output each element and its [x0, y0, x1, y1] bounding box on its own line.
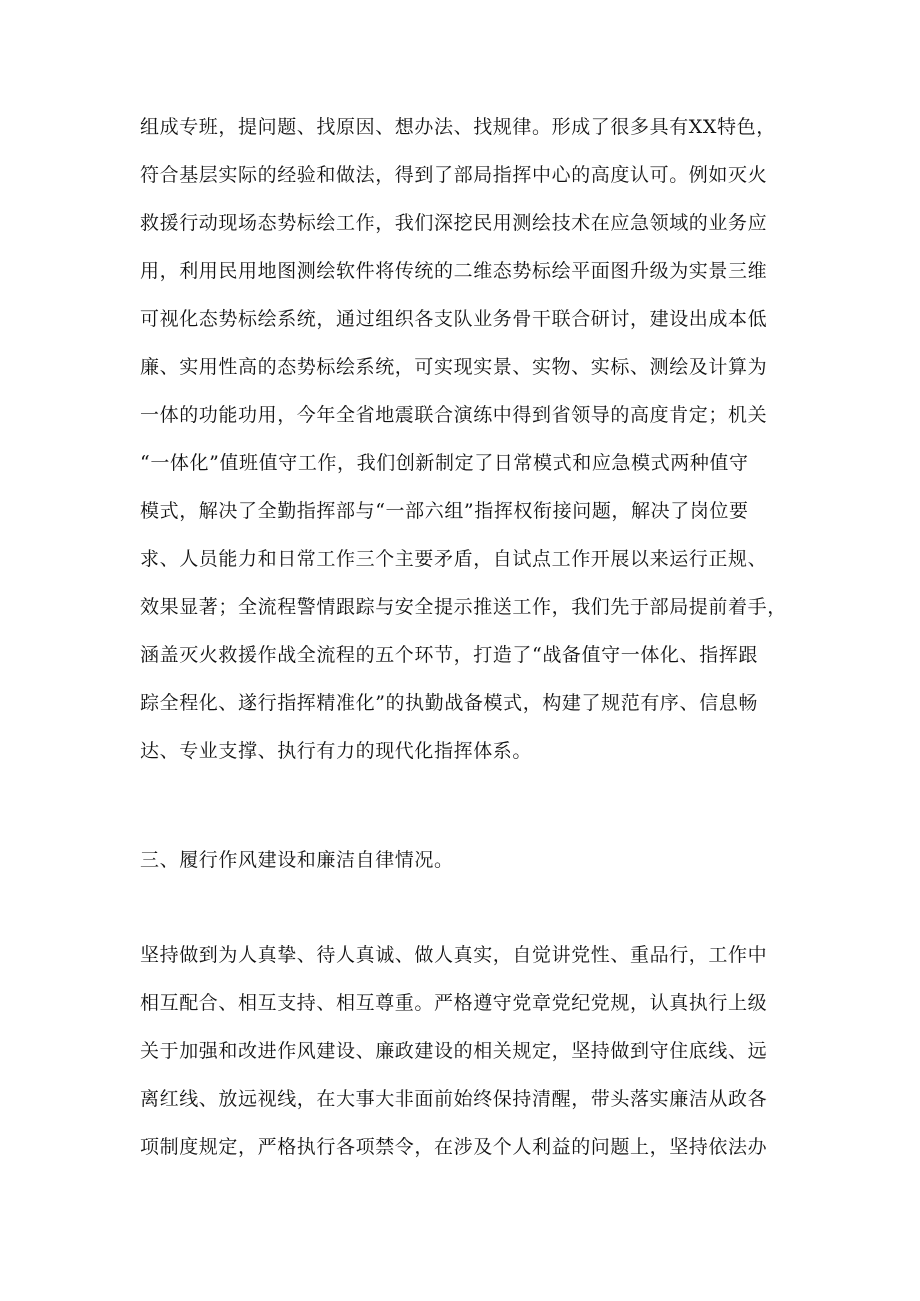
paragraph-line: 涵盖灭火救援作战全流程的五个环节，打造了“战备值守一体化、指挥跟 [140, 644, 758, 666]
paragraph-line: 符合基层实际的经验和做法，得到了部局指挥中心的高度认可。例如灭火 [140, 164, 768, 186]
paragraph-line: 项制度规定，严格执行各项禁令，在涉及个人利益的问题上，坚持依法办 [140, 1136, 768, 1158]
paragraph-line: 救援行动现场态势标绘工作，我们深挖民用测绘技术在应急领域的业务应 [140, 212, 768, 234]
paragraph-line: 组成专班，提问题、找原因、想办法、找规律。形成了很多具有XX特色， [140, 116, 776, 138]
paragraph-line: 相互配合、相互支持、相互尊重。严格遵守党章党纪党规，认真执行上级 [140, 992, 768, 1014]
paragraph-line: 离红线、放远视线，在大事大非面前始终保持清醒，带头落实廉洁从政各 [140, 1088, 768, 1110]
paragraph-line: 效果显著；全流程警情跟踪与安全提示推送工作，我们先于部局提前着手， [140, 596, 787, 618]
paragraph-line: 踪全程化、遂行指挥精准化”的执勤战备模式，构建了规范有序、信息畅 [140, 692, 758, 714]
body-paragraph-achievements [140, 103, 790, 775]
paragraph-line: 关于加强和改进作风建设、廉政建设的相关规定，坚持做到守住底线、远 [140, 1040, 768, 1062]
paragraph-line: 达、专业支撑、执行有力的现代化指挥体系。 [140, 740, 533, 762]
paragraph-line: 一体的功能功用，今年全省地震联合演练中得到省领导的高度肯定；机关 [140, 404, 768, 426]
paragraph-line: 求、人员能力和日常工作三个主要矛盾，自试点工作开展以来运行正规、 [140, 548, 768, 570]
paragraph-line: 用，利用民用地图测绘软件将传统的二维态势标绘平面图升级为实景三维 [140, 260, 768, 282]
paragraph-line: 廉、实用性高的态势标绘系统，可实现实景、实物、实标、测绘及计算为 [140, 356, 768, 378]
paragraph-line: 可视化态势标绘系统，通过组织各支队业务骨干联合研讨，建设出成本低 [140, 308, 768, 330]
paragraph-line: “一体化”值班值守工作，我们创新制定了日常模式和应急模式两种值守 [140, 452, 749, 474]
paragraph-line: 坚持做到为人真挚、待人真诚、做人真实，自觉讲党性、重品行，工作中 [140, 944, 768, 966]
section-heading: 三、履行作风建设和廉洁自律情况。 [140, 849, 454, 871]
body-paragraph-conduct [140, 931, 790, 1171]
paragraph-line: 模式，解决了全勤指挥部与“一部六组”指挥权衔接问题，解决了岗位要 [140, 500, 749, 522]
